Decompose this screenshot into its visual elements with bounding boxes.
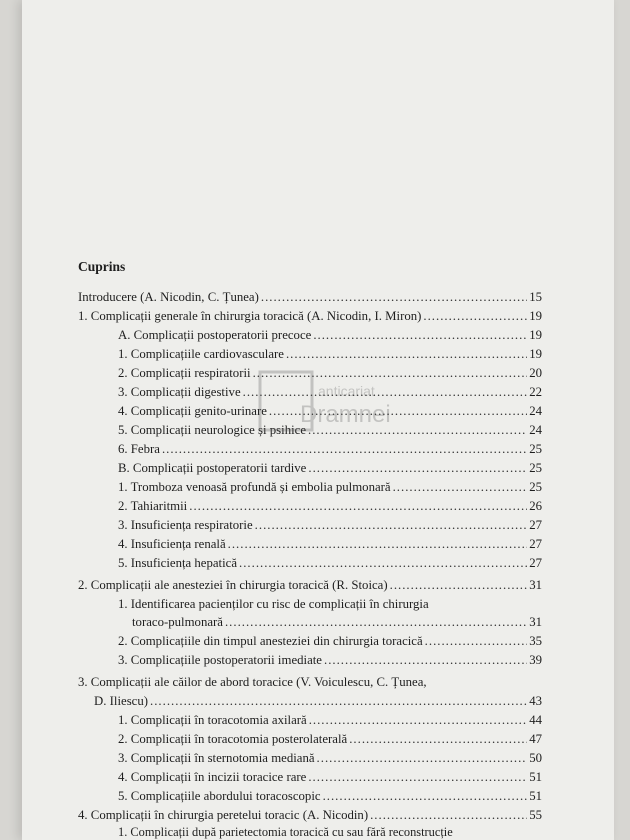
toc-entry-page: 24 [529, 404, 542, 418]
toc-entry [118, 652, 542, 668]
toc-entry [78, 577, 542, 593]
toc-entry-title: B. Complicații postoperatorii tardive [118, 461, 307, 475]
toc-entry-page: 47 [529, 732, 542, 746]
toc-entry-title: 1. Complicațiile cardiovasculare [118, 347, 284, 361]
leader-dots [323, 788, 528, 804]
toc-entry-title: 4. Complicații genito-urinare [118, 404, 267, 418]
toc-entry-page: 39 [529, 653, 542, 667]
toc-entry-page: 55 [529, 808, 542, 822]
toc-entry-page: 50 [529, 751, 542, 765]
toc-entry [118, 441, 542, 457]
toc-entry-page: 25 [529, 480, 542, 494]
toc-entry-page: 24 [529, 423, 542, 437]
toc-entry-title: 4. Complicații în chirurgia peretelui toracic (A. Nicodin) [78, 808, 369, 822]
toc-entry [118, 498, 542, 514]
toc-entry-title: 5. Complicațiile abordului toracoscopic [118, 789, 321, 803]
toc-entry-title: Introducere (A. Nicodin, C. Țunea) [78, 290, 259, 304]
leader-dots [309, 712, 528, 728]
leader-dots [243, 384, 528, 400]
page-title: Cuprins [78, 259, 126, 274]
toc-entry-title: 1. Identificarea pacienților cu risc de complicații în chirurgia [118, 597, 429, 611]
toc-entry-title: 3. Complicații ale căilor de abord toracice (V. Voiculescu, C. Țunea, [78, 675, 427, 689]
watermark-line2: Dramnei [300, 401, 391, 428]
toc-entry-page: 19 [529, 347, 542, 361]
toc-entry-title: 5. Complicații neurologice și psihice [118, 423, 307, 437]
leader-dots [150, 693, 527, 709]
leader-dots [390, 577, 528, 593]
toc-entry-title: 4. Complicații în incizii toracice rare [118, 770, 307, 784]
toc-entry-page: 27 [529, 537, 542, 551]
toc-entry-title: 2. Complicații ale anesteziei în chirurgia toracică (R. Stoica) [78, 578, 388, 592]
toc-entry-page: 15 [529, 290, 542, 304]
leader-dots [253, 365, 528, 381]
toc-entry-page: 19 [529, 309, 542, 323]
toc-entry [78, 308, 542, 324]
toc-entry [118, 788, 542, 804]
toc-entry-title: 1. Complicații generale în chirurgia toracică (A. Nicodin, I. Miron) [78, 309, 422, 323]
toc-entry [118, 769, 542, 785]
leader-dots [261, 289, 527, 305]
toc-entry-page: 51 [529, 770, 542, 784]
leader-dots [162, 441, 527, 457]
toc-entry [132, 614, 542, 630]
toc-entry [118, 750, 542, 766]
toc-entry-title: 3. Complicații în sternotomia mediană [118, 751, 315, 765]
toc-entry-title: 2. Complicații respiratorii [118, 366, 251, 380]
toc-entry-page: 19 [529, 328, 542, 342]
toc-entry-page: 27 [529, 556, 542, 570]
leader-dots [393, 479, 528, 495]
toc-entry [118, 384, 542, 400]
toc-entry-title: 6. Febra [118, 442, 160, 456]
toc-entry-title: A. Complicații postoperatorii precoce [118, 328, 312, 342]
toc-entry-title: 1. Complicații după parietectomia toracică cu sau fără reconstrucție [118, 825, 453, 839]
leader-dots [425, 633, 528, 649]
leader-dots [255, 517, 528, 533]
toc-entry-page: 20 [529, 366, 542, 380]
toc-entry [118, 460, 542, 476]
toc-entry-title: 2. Tahiaritmii [118, 499, 188, 513]
leader-dots [349, 731, 527, 747]
toc-entry-page: 25 [529, 442, 542, 456]
toc-entry-title: 5. Insuficiența hepatică [118, 556, 238, 570]
toc-entry [118, 365, 542, 381]
toc-entry [78, 807, 542, 823]
leader-dots [225, 614, 527, 630]
toc-entry [118, 633, 542, 649]
toc-entry-page: 27 [529, 518, 542, 532]
leader-dots [286, 346, 527, 362]
leader-dots [370, 807, 527, 823]
toc-entry-title: 3. Complicații digestive [118, 385, 241, 399]
toc-entry [118, 403, 542, 419]
toc-entry [118, 327, 542, 343]
toc-entry-page: 31 [529, 615, 542, 629]
toc-entry-title: 3. Complicațiile postoperatorii imediate [118, 653, 322, 667]
toc-entry [94, 693, 542, 709]
watermark-line1: anticariat [318, 383, 375, 399]
leader-dots [423, 308, 527, 324]
toc-entry-page: 51 [529, 789, 542, 803]
leader-dots [189, 498, 527, 514]
toc-entry [118, 346, 542, 362]
toc-entry-title: 4. Insuficiența renală [118, 537, 226, 551]
toc-entry [118, 422, 542, 438]
leader-dots [308, 460, 527, 476]
leader-dots [308, 769, 527, 785]
toc-entry-page: 43 [529, 694, 542, 708]
leader-dots [228, 536, 528, 552]
toc-entry [118, 536, 542, 552]
toc-entry-title: toraco-pulmonară [132, 615, 223, 629]
leader-dots [317, 750, 528, 766]
leader-dots [308, 422, 527, 438]
leader-dots [324, 652, 527, 668]
toc-entry [118, 555, 542, 571]
toc-entry-title: 3. Insuficiența respiratorie [118, 518, 253, 532]
toc-entry [118, 517, 542, 533]
toc-entry [118, 479, 542, 495]
toc-entry [118, 712, 542, 728]
toc-entry-title: 1. Tromboza venoasă profundă și embolia pulmonară [118, 480, 391, 494]
leader-dots [239, 555, 527, 571]
toc-entry-page: 25 [529, 461, 542, 475]
toc-entry-page: 26 [529, 499, 542, 513]
toc-entry-title: 2. Complicațiile din timpul anesteziei din chirurgia toracică [118, 634, 423, 648]
toc-entry [118, 731, 542, 747]
toc-entry-page: 22 [529, 385, 542, 399]
toc-entry-page: 35 [529, 634, 542, 648]
toc-entry-page: 44 [529, 713, 542, 727]
leader-dots [269, 403, 527, 419]
toc-entry-title: 1. Complicații în toracotomia axilară [118, 713, 307, 727]
toc-entry-title: D. Iliescu) [94, 694, 149, 708]
toc-entry-page: 31 [529, 578, 542, 592]
leader-dots [313, 327, 527, 343]
toc-entry [78, 289, 542, 305]
toc-entry-title: 2. Complicații în toracotomia posterolaterală [118, 732, 348, 746]
